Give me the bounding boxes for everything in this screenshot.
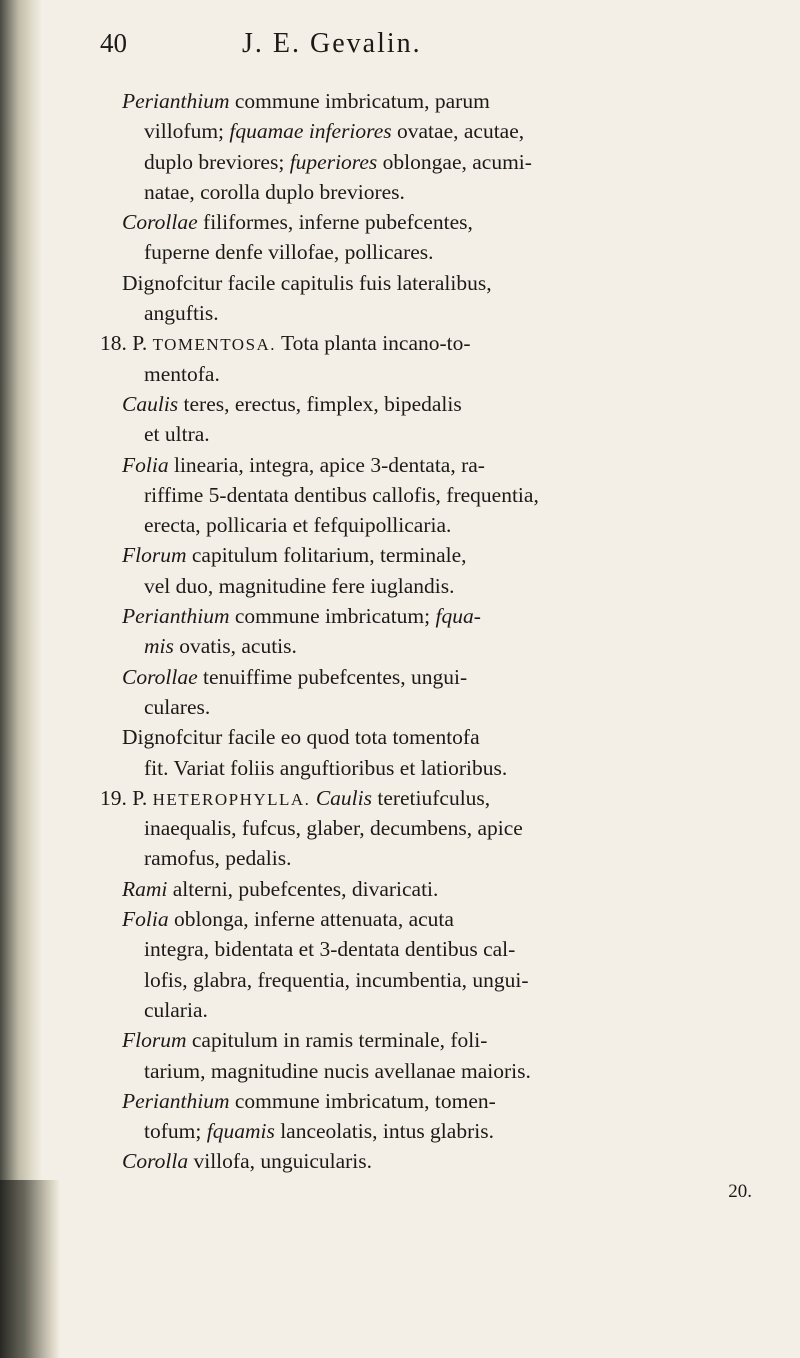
text-line	[100, 692, 780, 722]
text-run: commune imbricatum;	[229, 604, 436, 629]
text-run: linearia, integra, apice 3-dentata, ra-	[168, 452, 485, 477]
text-run: lanceolatis, intus glabris.	[274, 1119, 494, 1144]
text-line	[100, 1025, 780, 1055]
text-line	[100, 601, 780, 631]
text-run: capitulum in ramis terminale, foli-	[186, 1028, 488, 1053]
term-italic: Caulis	[122, 391, 179, 416]
text-run: ovatae, acutae,	[391, 119, 525, 144]
text-run: anguftis.	[144, 301, 219, 326]
text-line	[100, 207, 780, 237]
text-line	[100, 662, 780, 692]
text-run: ovatis, acutis.	[173, 634, 297, 659]
term-italic: Perianthium	[122, 604, 230, 629]
text-line	[100, 328, 780, 358]
text-line	[100, 116, 780, 146]
text-run: commune imbricatum, parum	[229, 89, 490, 113]
text-line	[100, 571, 780, 601]
term-italic: Folia	[122, 907, 169, 932]
text-line	[100, 1146, 780, 1176]
text-line	[100, 510, 780, 540]
catchword: 20.	[728, 1180, 752, 1202]
text-line	[100, 813, 780, 843]
text-line	[100, 268, 780, 298]
term-italic: fquamis	[206, 1119, 275, 1144]
text-line	[100, 753, 780, 783]
text-run: capitulum folitarium, terminale,	[186, 543, 467, 568]
term-italic: Perianthium	[122, 1088, 230, 1113]
species-name: TOMENTOSA.	[152, 335, 277, 355]
text-run: tenuiffime pubefcentes, ungui-	[197, 664, 468, 689]
text-run: mentofa.	[144, 361, 220, 386]
text-run: 19. P.	[100, 785, 153, 810]
term-italic: fquamae inferiores	[229, 119, 392, 144]
text-run: 18. P.	[100, 331, 153, 356]
text-run: teretiufculus,	[371, 785, 491, 810]
text-line	[100, 359, 780, 389]
text-line	[100, 874, 780, 904]
text-line	[100, 904, 780, 934]
text-run: cularia.	[144, 997, 208, 1022]
text-run: villofum;	[144, 119, 230, 144]
term-italic: Perianthium	[122, 89, 230, 113]
term-italic: Corollae	[122, 210, 198, 235]
text-run: integra, bidentata et 3-dentata dentibus cal-	[144, 937, 516, 962]
text-line	[100, 480, 780, 510]
term-italic: Folia	[122, 452, 169, 477]
term-italic: fuperiores	[289, 149, 378, 174]
text-run: culares.	[144, 694, 211, 719]
text-line	[100, 1056, 780, 1086]
text-run: riffime 5-dentata dentibus callofis, frequentia,	[144, 482, 539, 507]
text-line	[100, 783, 780, 813]
text-run: duplo breviores;	[144, 149, 290, 174]
term-italic: Caulis	[315, 785, 372, 810]
text-line	[100, 450, 780, 480]
text-run: et ultra.	[144, 422, 210, 447]
term-italic: Florum	[122, 1028, 187, 1053]
term-italic: Corollae	[122, 664, 198, 689]
text-line	[100, 86, 780, 116]
text-line	[100, 177, 780, 207]
term-italic: Rami	[122, 876, 168, 901]
text-line	[100, 1116, 780, 1146]
page-number: 40	[100, 28, 127, 58]
text-line	[100, 540, 780, 570]
text-run: lofis, glabra, frequentia, incumbentia, ungui-	[144, 967, 529, 992]
text-run: fuperne denfe villofae, pollicares.	[144, 240, 434, 265]
text-line	[100, 237, 780, 267]
text-line	[100, 934, 780, 964]
text-line	[100, 1086, 780, 1116]
text-run: commune imbricatum, tomen-	[229, 1088, 496, 1113]
text-run: vel duo, magnitudine fere iuglandis.	[144, 573, 455, 598]
book-page	[100, 28, 780, 1203]
text-run: tofum;	[144, 1119, 207, 1144]
text-run: Dignofcitur facile capitulis fuis lateralibus,	[122, 270, 492, 295]
text-line	[100, 965, 780, 995]
running-head: J. E. Gevalin.	[242, 28, 422, 59]
text-line	[100, 631, 780, 661]
text-body	[100, 86, 780, 1177]
term-italic: mis	[144, 634, 174, 659]
text-run: natae, corolla duplo breviores.	[144, 179, 405, 204]
binding-shadow	[0, 0, 42, 1358]
term-italic: Corolla	[122, 1149, 189, 1174]
text-run: alterni, pubefcentes, divaricati.	[167, 876, 439, 901]
text-run: oblongae, acumi-	[377, 149, 532, 174]
text-run: inaequalis, fufcus, glaber, decumbens, apice	[144, 816, 523, 841]
text-line	[100, 843, 780, 873]
term-italic: Florum	[122, 543, 187, 568]
text-run: Dignofcitur facile eo quod tota tomentofa	[122, 725, 480, 750]
binding-shadow-lower	[0, 1180, 60, 1358]
text-run: villofa, unguicularis.	[188, 1149, 373, 1174]
text-line	[100, 995, 780, 1025]
text-run: filiformes, inferne pubefcentes,	[197, 210, 473, 235]
text-run: oblonga, inferne attenuata, acuta	[168, 907, 454, 932]
text-line	[100, 419, 780, 449]
text-run: Tota planta incano-to-	[276, 331, 471, 356]
text-line	[100, 298, 780, 328]
page-header	[100, 28, 780, 80]
text-line	[100, 722, 780, 752]
text-run: teres, erectus, fimplex, bipedalis	[178, 391, 462, 416]
text-run: fit. Variat foliis anguftioribus et latioribus.	[144, 755, 508, 780]
text-run: ramofus, pedalis.	[144, 846, 292, 871]
text-run: erecta, pollicaria et fefquipollicaria.	[144, 513, 452, 538]
text-line	[100, 147, 780, 177]
text-run: tarium, magnitudine nucis avellanae maioris.	[144, 1058, 531, 1083]
text-line	[100, 389, 780, 419]
term-italic: fqua-	[435, 604, 481, 629]
species-name: HETEROPHYLLA.	[152, 789, 311, 809]
